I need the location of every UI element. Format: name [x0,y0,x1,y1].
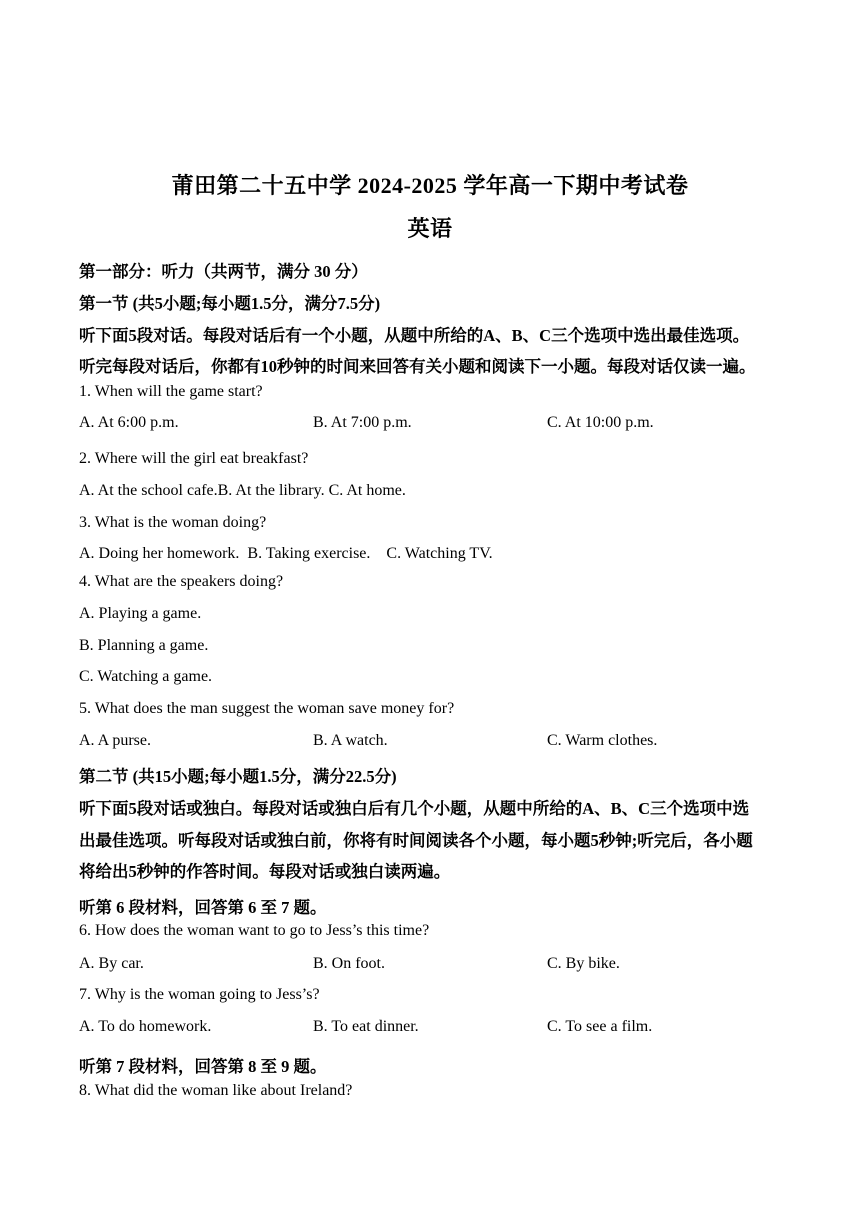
question-1-option-b: B. At 7:00 p.m. [313,414,412,431]
question-4-option-c: C. Watching a game. [79,668,213,685]
group-6-heading: 听第 6 段材料，回答第 6 至 7 题。 [79,898,327,917]
group-7-heading: 听第 7 段材料，回答第 8 至 9 题。 [79,1057,327,1076]
question-5-option-c: C. Warm clothes. [547,732,658,749]
question-8-stem: 8. What did the woman like about Ireland? [79,1082,353,1099]
question-4-option-b: B. Planning a game. [79,637,209,654]
question-5-option-b: B. A watch. [313,732,388,749]
exam-title: 莆田第二十五中学 2024-2025 学年高一下期中考试卷 [171,173,689,198]
subject-title: 英语 [407,216,453,241]
question-7-stem: 7. Why is the woman going to Jess’s? [79,986,320,1003]
section2-instruction-2: 出最佳选项。听每段对话或独白前，你将有时间阅读各个小题，每小题5秒钟;听完后，各小题 [79,831,753,850]
question-7-option-a: A. To do homework. [79,1018,212,1035]
question-7-option-b: B. To eat dinner. [313,1018,419,1035]
question-7-option-c: C. To see a film. [547,1018,653,1035]
question-6-option-a: A. By car. [79,955,144,972]
section2-heading: 第二节 (共15小题;每小题1.5分，满分22.5分) [79,767,397,786]
section2-instruction-1: 听下面5段对话或独白。每段对话或独白后有几个小题，从题中所给的A、B、C三个选项中选 [79,799,750,818]
question-3-options: A. Doing her homework. B. Taking exercise. C. Watching TV. [79,545,493,562]
question-1-stem: 1. When will the game start? [79,383,263,400]
question-2-options: A. At the school cafe.B. At the library. C. At home. [79,482,406,499]
part1-heading: 第一部分：听力（共两节，满分 30 分） [79,262,368,281]
section1-instruction-1: 听下面5段对话。每段对话后有一个小题，从题中所给的A、B、C三个选项中选出最佳选项。 [79,326,750,345]
question-5-option-a: A. A purse. [79,732,151,749]
section1-heading: 第一节 (共5小题;每小题1.5分，满分7.5分) [79,294,381,313]
question-6-option-c: C. By bike. [547,955,620,972]
section1-instruction-2: 听完每段对话后，你都有10秒钟的时间来回答有关小题和阅读下一小题。每段对话仅读一遍。 [79,357,756,376]
question-6-option-b: B. On foot. [313,955,385,972]
section2-instruction-3: 将给出5秒钟的作答时间。每段对话或独白读两遍。 [79,862,451,881]
question-4-option-a: A. Playing a game. [79,605,202,622]
question-2-stem: 2. Where will the girl eat breakfast? [79,450,309,467]
question-6-stem: 6. How does the woman want to go to Jess’s this time? [79,922,430,939]
question-5-stem: 5. What does the man suggest the woman save money for? [79,700,455,717]
question-1-option-c: C. At 10:00 p.m. [547,414,654,431]
question-3-stem: 3. What is the woman doing? [79,514,267,531]
question-4-stem: 4. What are the speakers doing? [79,573,284,590]
question-1-option-a: A. At 6:00 p.m. [79,414,179,431]
